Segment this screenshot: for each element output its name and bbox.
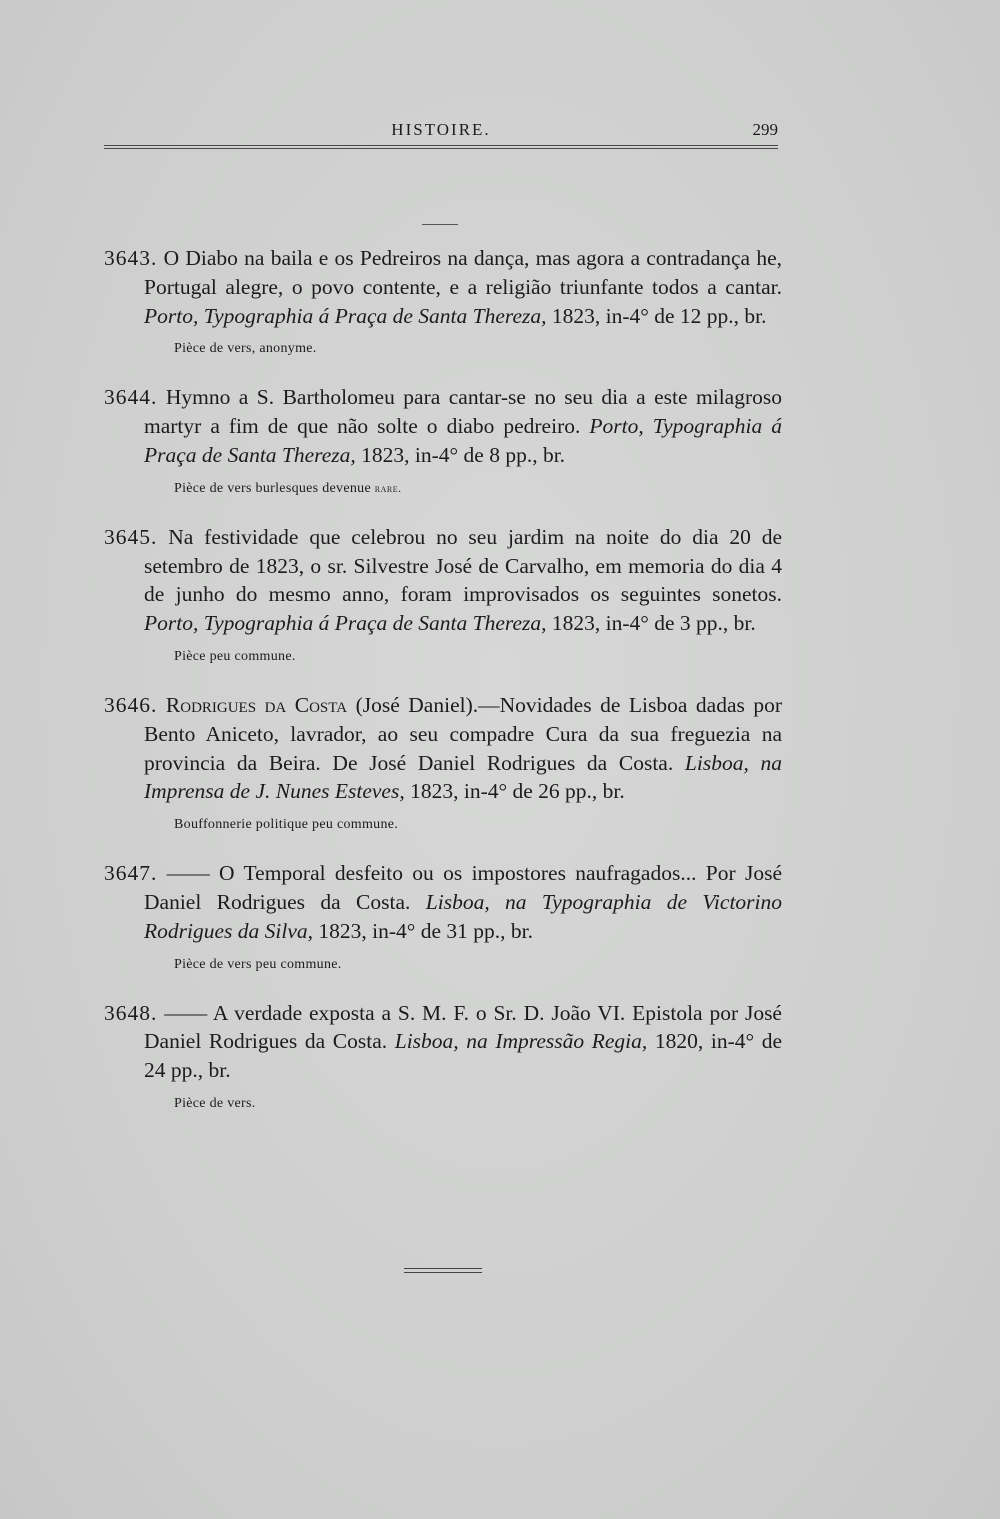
entry-details: 1823, in-4° de 8 pp., br. [361, 442, 566, 467]
entry-imprint: Lisboa, na Impressão Regia, [394, 1029, 648, 1054]
entry-3643 [104, 244, 782, 357]
entry-note: Pièce peu commune. [174, 648, 296, 664]
entry-number: 3646. [104, 692, 158, 717]
entry-title: O Diabo na baila e os Pedreiros na dança, mas agora a contradança he, Portugal alegre, o povo contente, e a religião triunfante todos a cantar. [144, 246, 782, 299]
entry-number: 3643. [104, 246, 158, 270]
entry-number: 3645. [104, 524, 158, 549]
entry-title: O Temporal desfeito ou os impostores naufragados... Por José Daniel Rodrigues da Costa. [144, 861, 783, 914]
entry-3644 [104, 383, 782, 496]
header-rule-secondary [104, 148, 778, 149]
entry-title: Hymno a S. Bartholomeu para cantar-se no seu dia a este milagroso martyr a fim de que não solte o diabo pedreiro. [144, 385, 783, 439]
entry-note-rare: rare. [374, 480, 402, 495]
entry-imprint: Porto, Typographia á Praça de Santa Thereza, [144, 414, 782, 467]
entry-details: 1820, in-4° de 24 pp., br. [144, 1029, 783, 1083]
entry-3646 [104, 691, 782, 833]
entry-details: 1823, in-4° de 31 pp., br. [318, 918, 533, 943]
entry-3647 [104, 859, 782, 972]
entry-details: 1823, in-4° de 26 pp., br. [410, 779, 625, 804]
entry-author-given: (José Daniel). [355, 692, 479, 717]
entry-note [104, 481, 782, 497]
end-rule-secondary [404, 1272, 482, 1273]
entry-author: Rodrigues da Costa [165, 692, 348, 717]
entry-note: Pièce de vers peu commune. [174, 956, 342, 972]
entry-3645 [104, 523, 782, 665]
entry-note: Pièce de vers. [174, 1095, 256, 1111]
entry-note: Pièce de vers, anonyme. [174, 341, 317, 357]
entry-imprint: Porto, Typographia á Praça de Santa Thereza, [144, 303, 547, 328]
entry-text: 3647. —— O Temporal desfeito ou os impostores naufragados... Por José Daniel Rodrigues da Costa. Lisboa, na Typographia de Victorino Rodrigues da Silva, 1823, in-4° de 31 pp., br. [104, 861, 783, 943]
entry-note-text: Pièce de vers burlesques devenue [174, 480, 371, 496]
entry-text: 3646. Rodrigues da Costa (José Daniel).—Novidades de Lisboa dadas por Bento Aniceto, lavrador, ao seu compadre Cura da sua freguezia na provincia da Beira. De José Daniel Rodrigues da Costa. Lisboa, na Imprensa de J. Nunes Esteves, 1823, in-4° de 26 pp., br. [104, 692, 783, 804]
entry-title: A verdade exposta a S. M. F. o Sr. D. João VI. Epistola por José Daniel Rodrigues da Costa. [144, 1000, 782, 1054]
entry-number: 3648. [104, 1000, 158, 1025]
entry-text: 3648. —— A verdade exposta a S. M. F. o Sr. D. João VI. Epistola por José Daniel Rodrigues da Costa. Lisboa, na Impressão Regia, 1820, in-4° de 24 pp., br. [104, 1000, 783, 1083]
end-rule [404, 1268, 482, 1269]
entry-list [104, 244, 782, 1138]
entry-text [104, 383, 782, 469]
entry-number: 3644. [104, 385, 158, 410]
entry-details: 1823, in-4° de 12 pp., br. [551, 303, 767, 328]
entry-details: 1823, in-4° de 3 pp., br. [551, 611, 756, 636]
header-rule [104, 145, 778, 146]
entry-number: 3647. [104, 861, 158, 886]
entry-imprint: Lisboa, na Typographia de Victorino Rodrigues da Silva, [144, 889, 783, 943]
entry-3648 [104, 999, 782, 1112]
section-rule [422, 224, 458, 225]
entry-title: Novidades de Lisboa dadas por Bento Aniceto, lavrador, ao seu compadre Cura da sua freguezia na provincia da Beira. De José Daniel Rodrigues da Costa. [144, 692, 783, 775]
entry-note: Bouffonnerie politique peu commune. [174, 817, 399, 833]
entry-title: Na festividade que celebrou no seu jardim na noite do dia 20 de setembro de 1823, o sr. Silvestre José de Carvalho, em memoria do dia 4 de junho do mesmo anno, foram improvisados os seguintes sonetos. [144, 524, 783, 607]
entry-imprint: Lisboa, na Imprensa de J. Nunes Esteves, [144, 750, 782, 804]
entry-text [104, 244, 782, 330]
entry-imprint: Porto, Typographia á Praça de Santa Thereza, [144, 611, 547, 636]
page-number: 299 [752, 120, 778, 139]
running-title: HISTOIRE. [391, 120, 491, 139]
entry-text [104, 523, 782, 638]
running-head [104, 120, 778, 144]
